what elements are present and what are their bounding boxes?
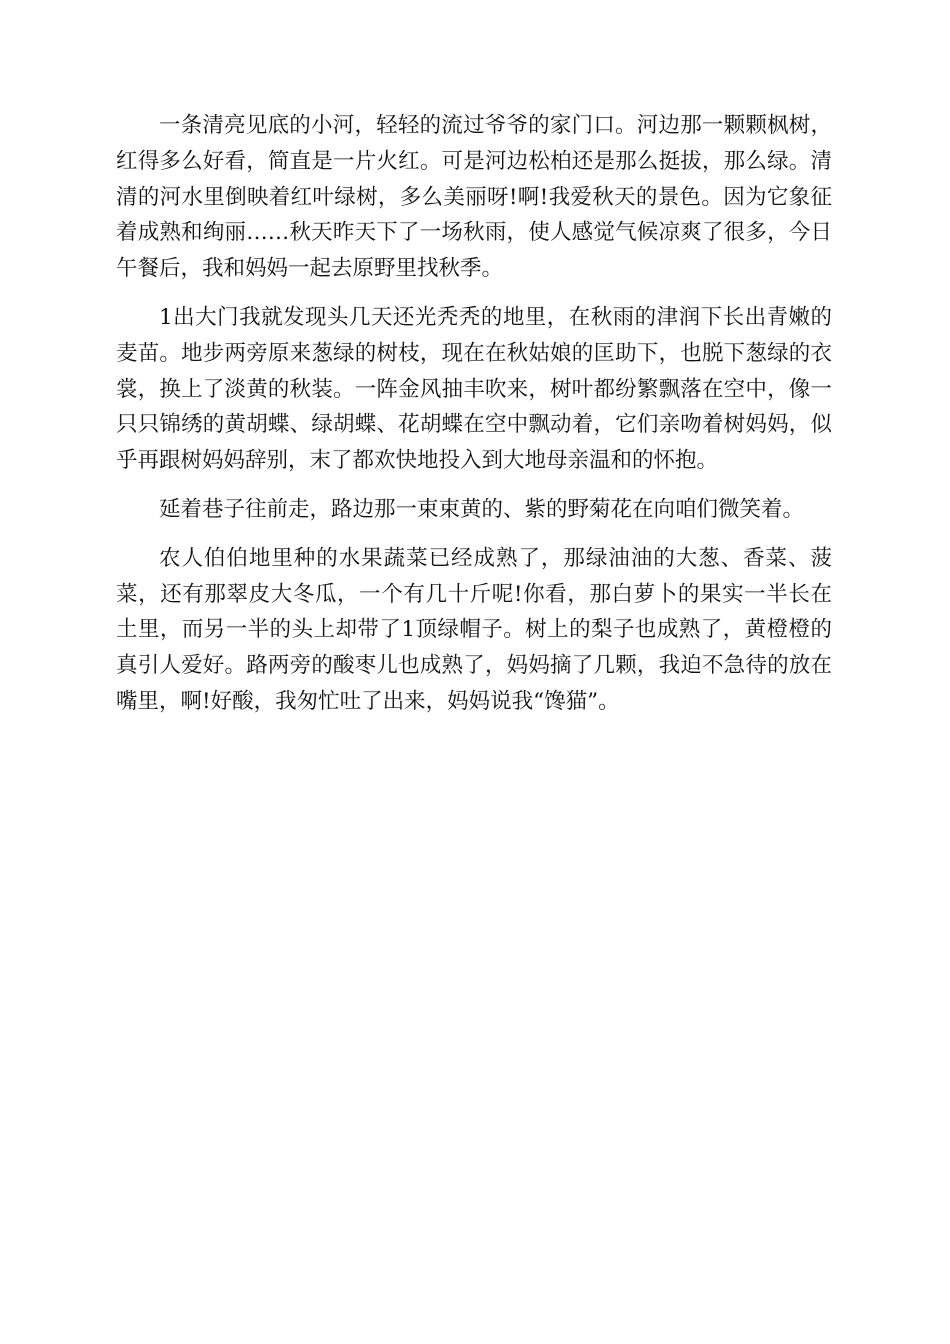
paragraph-1: 一条清亮见底的小河，轻轻的流过爷爷的家门口。河边那一颗颗枫树，红得多么好看，简直是一片火红。可是河边松柏还是那么挺拔，那么绿。清清的河水里倒映着红叶绿树，多么美丽呀!啊!我爱秋天的景色。因为它象征着成熟和绚丽……秋天昨天下了一场秋雨，使人感觉气候凉爽了很多，今日午餐后，我和妈妈一起去原野里找秋季。 (116, 113, 832, 282)
document-body (116, 108, 832, 733)
paragraph-2: 1出大门我就发现头几天还光秃秃的地里，在秋雨的津润下长出青嫩的麦苗。地步两旁原来葱绿的树枝，现在在秋姑娘的匡助下，也脱下葱绿的衣裳，换上了淡黄的秋装。一阵金风抽丰吹来，树叶都纷繁飘落在空中，像一只只锦绣的黄胡蝶、绿胡蝶、花胡蝶在空中飘动着，它们亲吻着树妈妈，似乎再跟树妈妈辞别，末了都欢快地投入到大地母亲温和的怀抱。 (116, 304, 832, 474)
paragraph-3: 延着巷子往前走，路边那一束束黄的、紫的野菊花在向咱们微笑着。 (159, 496, 805, 522)
paragraph-4: 农人伯伯地里种的水果蔬菜已经成熟了，那绿油油的大葱、香菜、菠菜，还有那翠皮大冬瓜，一个有几十斤呢!你看，那白萝卜的果实一半长在土里，而另一半的头上却带了1顶绿帽子。树上的梨子也成熟了，黄橙橙的真引人爱好。路两旁的酸枣儿也成熟了，妈妈摘了几颗，我迫不急待的放在嘴里，啊!好酸，我匆忙吐了出来，妈妈说我“馋猫”。 (116, 545, 832, 714)
